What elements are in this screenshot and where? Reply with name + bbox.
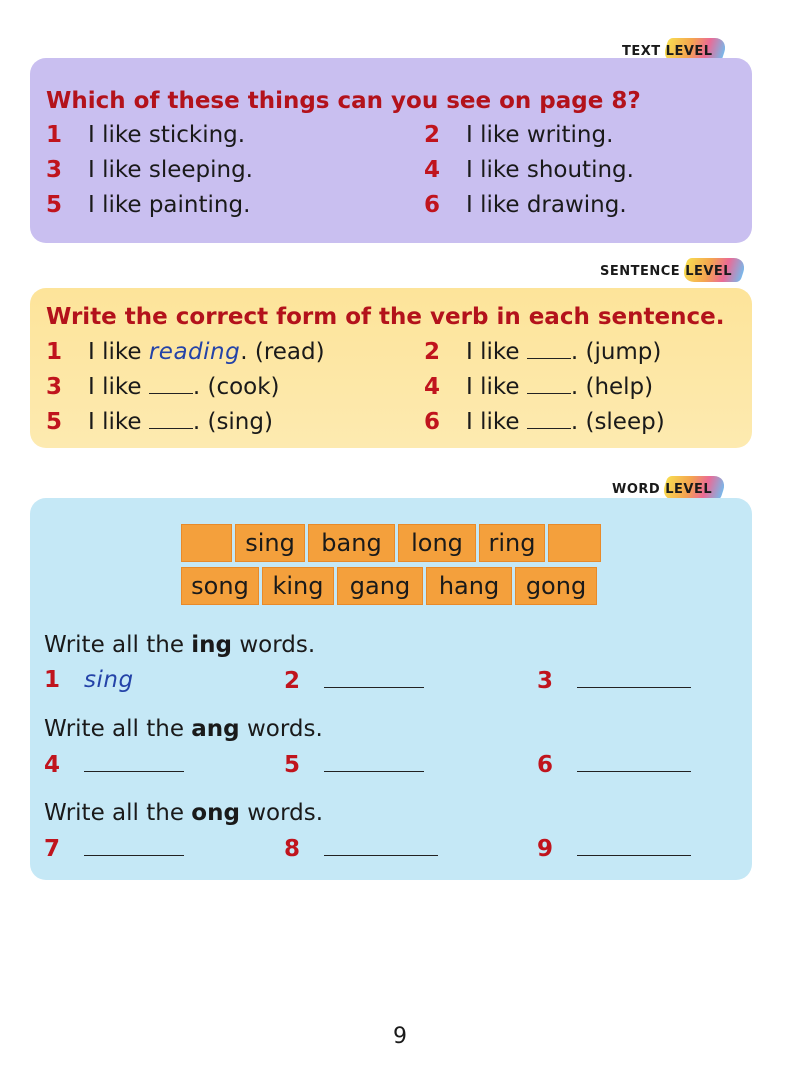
- list-item: [424, 122, 613, 148]
- answer-item: [537, 667, 691, 694]
- answer-item: [284, 751, 424, 778]
- answer-line[interactable]: [324, 667, 424, 688]
- item-number: 8: [284, 836, 301, 862]
- answer-line[interactable]: [84, 751, 184, 772]
- word-brick: sing: [235, 524, 305, 562]
- item-text: I like drawing.: [466, 192, 627, 218]
- item-text: I like: [88, 409, 149, 435]
- answer-blank[interactable]: [527, 410, 571, 429]
- item-number: 1: [46, 339, 63, 365]
- item-number: 3: [46, 374, 63, 400]
- answer-item: [284, 667, 424, 694]
- instruction-text: words.: [232, 632, 316, 658]
- word-brick: ring: [479, 524, 545, 562]
- item-number: 2: [284, 668, 301, 694]
- list-item: [46, 374, 280, 400]
- instruction-text: Write all the: [44, 716, 192, 742]
- instruction-ong: [44, 800, 323, 826]
- word-brick: gong: [515, 567, 597, 605]
- list-item: [46, 339, 325, 365]
- answer-line[interactable]: [577, 751, 691, 772]
- word-brick: bang: [308, 524, 395, 562]
- item-number: 3: [46, 157, 63, 183]
- item-number: 2: [424, 122, 441, 148]
- instruction-text: words.: [239, 716, 323, 742]
- list-item: [424, 192, 627, 218]
- answer-blank[interactable]: [527, 375, 571, 394]
- answer-blank[interactable]: [149, 410, 193, 429]
- list-item: [424, 409, 665, 435]
- item-number: 5: [284, 752, 301, 778]
- item-hint: . (cook): [192, 374, 280, 400]
- instruction-ang: [44, 716, 323, 742]
- word-brick: long: [398, 524, 476, 562]
- item-hint: . (jump): [570, 339, 662, 365]
- word-brick: hang: [426, 567, 512, 605]
- item-hint: . (sleep): [570, 409, 665, 435]
- item-number: 4: [44, 752, 61, 778]
- item-number: 6: [424, 409, 441, 435]
- item-text: I like: [466, 339, 527, 365]
- list-item: [46, 157, 253, 183]
- item-text: I like: [466, 409, 527, 435]
- item-text: I like: [88, 339, 149, 365]
- item-text: I like painting.: [88, 192, 251, 218]
- page-number: 9: [393, 1024, 407, 1049]
- item-number: 6: [537, 752, 554, 778]
- answer-blank[interactable]: [527, 340, 571, 359]
- list-item: [424, 339, 661, 365]
- item-text: I like: [466, 374, 527, 400]
- text-level-label: TEXT LEVEL: [622, 43, 713, 59]
- word-brick: song: [181, 567, 259, 605]
- item-number: 9: [537, 836, 554, 862]
- answer-item: [537, 835, 691, 862]
- item-text: I like shouting.: [466, 157, 634, 183]
- list-item: [46, 122, 245, 148]
- answer-item: [284, 835, 438, 862]
- answer-line[interactable]: [577, 835, 691, 856]
- list-item: [424, 157, 634, 183]
- answer-line[interactable]: [577, 667, 691, 688]
- text-level-question: Which of these things can you see on page 8?: [46, 88, 641, 114]
- word-wall-row-1: [181, 524, 601, 562]
- word-level-label: WORD LEVEL: [612, 481, 713, 497]
- item-hint: . (help): [570, 374, 654, 400]
- item-text: I like: [88, 374, 149, 400]
- item-number: 1: [44, 667, 61, 693]
- answer-item: [44, 667, 134, 693]
- handwritten-answer[interactable]: sing: [84, 667, 134, 693]
- item-number: 3: [537, 668, 554, 694]
- word-brick: [548, 524, 601, 562]
- item-number: 2: [424, 339, 441, 365]
- handwritten-answer[interactable]: reading: [148, 339, 241, 365]
- answer-item: [537, 751, 691, 778]
- instruction-ing: [44, 632, 315, 658]
- word-brick: gang: [337, 567, 423, 605]
- item-number: 7: [44, 836, 61, 862]
- instruction-bold: ing: [191, 632, 233, 658]
- answer-line[interactable]: [324, 751, 424, 772]
- answer-line[interactable]: [324, 835, 438, 856]
- instruction-text: words.: [239, 800, 324, 826]
- item-text: I like writing.: [466, 122, 614, 148]
- sentence-level-tag: [600, 256, 732, 286]
- item-number: 5: [46, 192, 63, 218]
- item-text: I like sleeping.: [88, 157, 253, 183]
- item-number: 1: [46, 122, 63, 148]
- answer-blank[interactable]: [149, 375, 193, 394]
- list-item: [46, 192, 250, 218]
- item-number: 4: [424, 157, 441, 183]
- item-text: I like sticking.: [88, 122, 246, 148]
- instruction-bold: ong: [191, 800, 240, 826]
- list-item: [46, 409, 273, 435]
- list-item: [424, 374, 653, 400]
- sentence-level-label: SENTENCE LEVEL: [600, 263, 733, 279]
- word-brick: king: [262, 567, 334, 605]
- instruction-text: Write all the: [44, 800, 192, 826]
- sentence-level-question: Write the correct form of the verb in each sentence.: [46, 304, 725, 330]
- item-hint: . (read): [240, 339, 325, 365]
- instruction-bold: ang: [191, 716, 240, 742]
- answer-item: [44, 751, 184, 778]
- answer-item: [44, 835, 184, 862]
- instruction-text: Write all the: [44, 632, 192, 658]
- item-hint: . (sing): [192, 409, 273, 435]
- item-number: 4: [424, 374, 441, 400]
- item-number: 5: [46, 409, 63, 435]
- item-number: 6: [424, 192, 441, 218]
- word-wall-row-2: [181, 567, 597, 605]
- word-brick: [181, 524, 232, 562]
- answer-line[interactable]: [84, 835, 184, 856]
